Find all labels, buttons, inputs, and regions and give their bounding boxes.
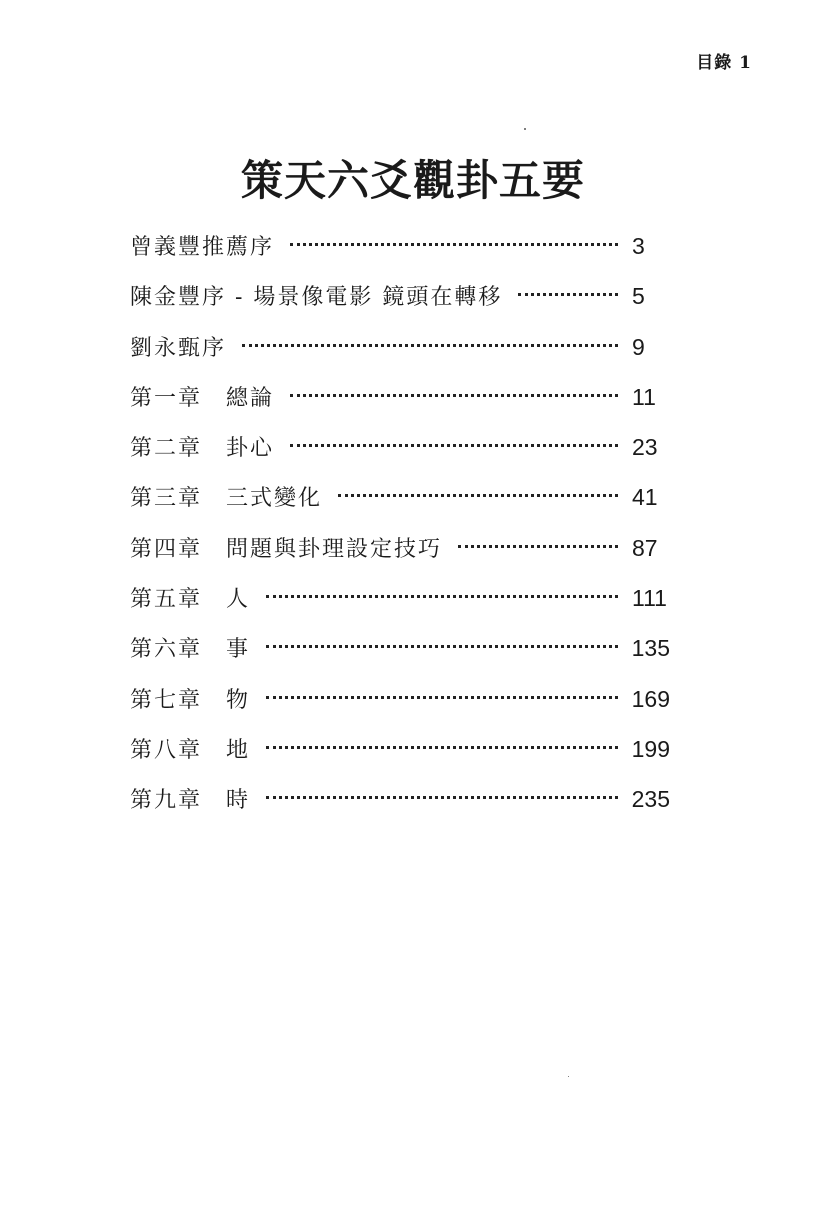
dot-leader	[290, 243, 618, 246]
dot-leader	[266, 696, 618, 699]
scan-speck	[568, 1076, 569, 1077]
toc-page-number: 41	[632, 484, 658, 511]
dot-leader	[338, 494, 618, 497]
toc-entry-chapter-5[interactable]	[130, 580, 670, 630]
toc-page-number: 169	[631, 685, 670, 712]
toc-entry-chapter-3[interactable]	[130, 479, 670, 529]
toc-page-number: 111	[632, 585, 667, 612]
toc-entry-title: 地	[226, 737, 251, 763]
toc-entry-title: 三式變化	[226, 486, 323, 512]
toc-page-number: 3	[632, 233, 645, 259]
toc-entry-foreword-chen[interactable]	[130, 278, 670, 328]
toc-entry-title: 事	[226, 637, 251, 663]
dot-leader	[458, 545, 618, 548]
toc-chapter-label: 第五章	[130, 587, 203, 613]
toc-entry-title: 陳金豐序 - 場景像電影 鏡頭在轉移	[130, 285, 503, 311]
scan-speck	[524, 128, 526, 130]
toc-entry-title: 總論	[226, 385, 275, 411]
dot-leader	[290, 444, 618, 447]
toc-page-number: 199	[631, 735, 670, 762]
toc-page-number: 9	[632, 333, 645, 360]
toc-entry-title: 人	[226, 587, 251, 613]
dot-leader	[518, 293, 618, 296]
toc-entry-title: 物	[226, 687, 251, 713]
dot-leader	[242, 344, 618, 347]
table-of-contents	[130, 228, 670, 832]
toc-entry-chapter-2[interactable]	[130, 429, 670, 479]
toc-chapter-label: 第七章	[130, 687, 203, 713]
toc-entry-chapter-6[interactable]	[130, 630, 670, 680]
dot-leader	[266, 796, 618, 799]
toc-page-number: 11	[632, 383, 656, 410]
toc-chapter-label: 第九章	[130, 788, 203, 814]
toc-entry-title: 劉永甄序	[130, 335, 227, 361]
toc-entry-chapter-7[interactable]	[130, 681, 670, 731]
toc-entry-title: 問題與卦理設定技巧	[226, 536, 443, 562]
toc-entry-title: 曾義豐推薦序	[130, 235, 275, 260]
page-header-label: 目錄 1	[696, 53, 752, 73]
toc-chapter-label: 第八章	[130, 737, 203, 763]
toc-chapter-label: 第三章	[130, 486, 203, 512]
toc-chapter-label: 第二章	[130, 436, 203, 462]
toc-page-number: 23	[632, 434, 658, 461]
toc-entry-foreword-zeng[interactable]	[130, 228, 670, 278]
toc-chapter-label: 第四章	[130, 536, 203, 562]
toc-chapter-label: 第一章	[130, 385, 203, 411]
toc-page-number: 235	[631, 786, 670, 813]
dot-leader	[266, 595, 618, 598]
toc-entry-chapter-9[interactable]	[130, 781, 670, 831]
toc-entry-title: 卦心	[226, 436, 275, 462]
dot-leader	[266, 746, 618, 749]
toc-entry-foreword-liu[interactable]	[130, 329, 670, 379]
dot-leader	[290, 394, 618, 397]
toc-entry-chapter-4[interactable]	[130, 530, 670, 580]
toc-entry-chapter-1[interactable]	[130, 379, 670, 429]
toc-page-number: 135	[631, 635, 670, 662]
toc-page-number: 87	[632, 534, 658, 561]
toc-chapter-label: 第六章	[130, 637, 203, 663]
toc-page-number: 5	[632, 283, 645, 310]
toc-entry-chapter-8[interactable]	[130, 731, 670, 781]
book-title: 策天六爻觀卦五要	[240, 156, 585, 205]
dot-leader	[266, 645, 618, 648]
toc-entry-title: 時	[226, 788, 251, 814]
